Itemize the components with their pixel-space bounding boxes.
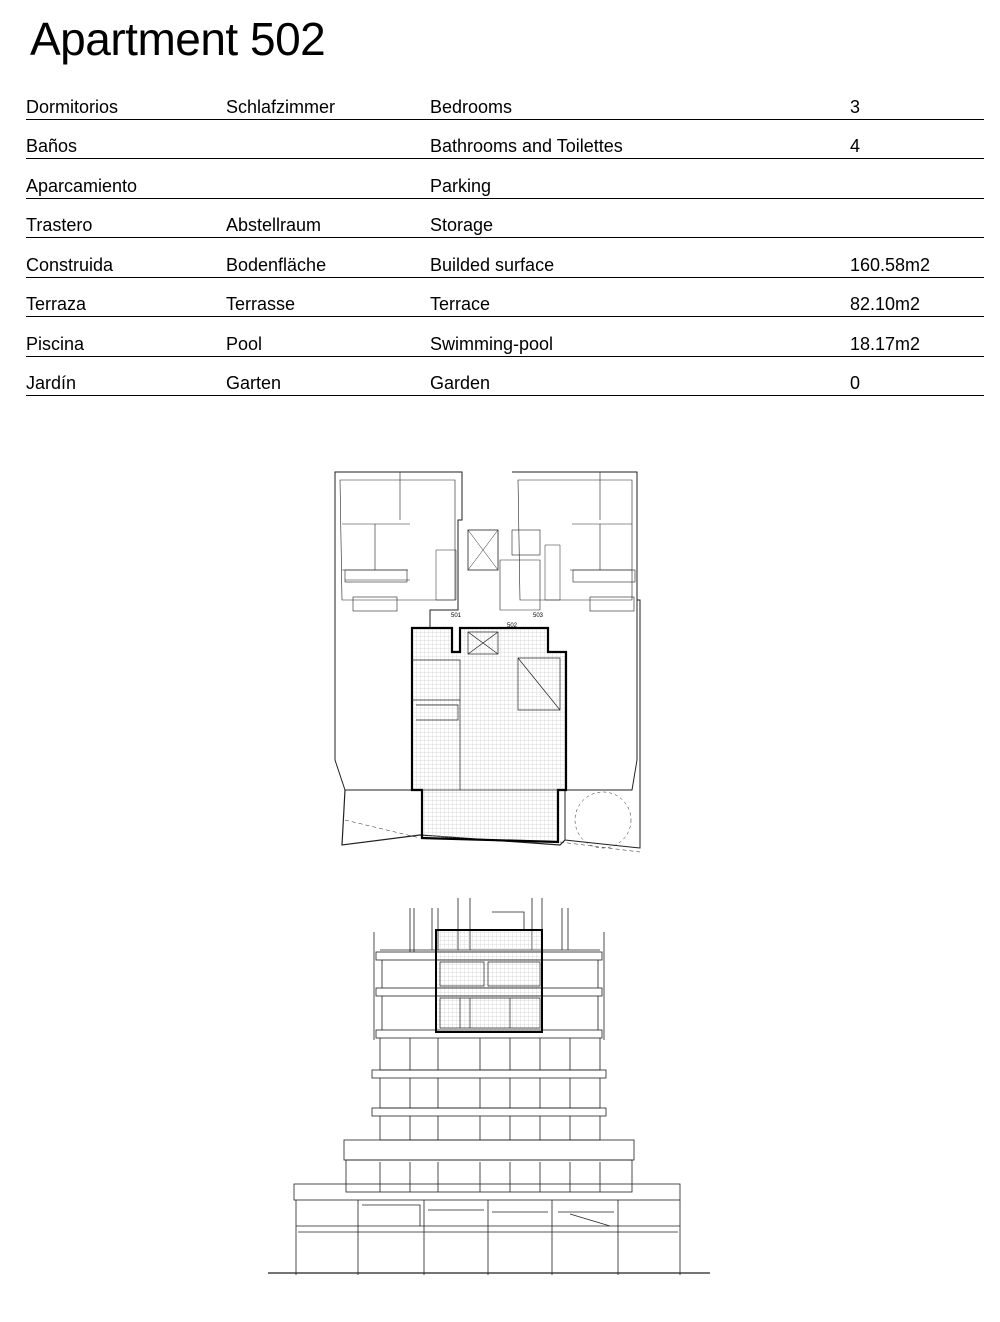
spec-label-es: Construida: [26, 254, 114, 275]
spec-label-en: Terrace: [430, 294, 491, 314]
spec-label-es: Trastero: [26, 215, 93, 235]
spec-table: [26, 80, 984, 396]
spec-row-pool: [26, 317, 984, 357]
spec-row-terrace: [26, 278, 984, 318]
spec-value: 4: [850, 136, 861, 156]
unit-label-501: 501: [451, 613, 462, 619]
spec-label-en: Bedrooms: [430, 96, 513, 117]
spec-row-bedrooms: [26, 80, 984, 120]
spec-row-storage: [26, 199, 984, 239]
spec-label-en: Garden: [430, 373, 491, 393]
spec-label-de: Terrasse: [226, 294, 296, 314]
page-title: Apartment 502: [30, 13, 326, 65]
floor-plan: [325, 465, 665, 855]
spec-value: 3: [850, 96, 861, 117]
spec-label-de: Garten: [226, 373, 282, 393]
spec-label-es: Aparcamiento: [26, 175, 138, 196]
spec-row-bathrooms: [26, 120, 984, 160]
spec-row-surface: [26, 238, 984, 278]
spec-label-en: Swimming-pool: [430, 333, 554, 354]
building-elevation: [262, 890, 718, 1280]
spec-value: 0: [850, 373, 861, 393]
spec-row-parking: [26, 159, 984, 199]
spec-value: 18.17m2: [850, 333, 921, 354]
spec-label-es: Baños: [26, 136, 78, 156]
spec-label-en: Parking: [430, 175, 492, 196]
spec-label-en: Builded surface: [430, 254, 555, 275]
spec-label-es: Jardín: [26, 373, 77, 393]
spec-value: 82.10m2: [850, 294, 921, 314]
spec-label-de: Pool: [226, 333, 263, 354]
spec-label-de: Schlafzimmer: [226, 96, 336, 117]
spec-row-garden: [26, 357, 984, 397]
spec-label-de: Abstellraum: [226, 215, 322, 235]
spec-label-es: Terraza: [26, 294, 87, 314]
spec-label-es: Piscina: [26, 333, 85, 354]
spec-label-es: Dormitorios: [26, 96, 119, 117]
unit-label-503: 503: [533, 613, 544, 619]
spec-value: 160.58m2: [850, 254, 931, 275]
spec-label-de: Bodenfläche: [226, 254, 327, 275]
spec-label-en: Storage: [430, 215, 494, 235]
unit-label-502: 502: [507, 623, 518, 629]
spec-label-en: Bathrooms and Toilettes: [430, 136, 623, 156]
